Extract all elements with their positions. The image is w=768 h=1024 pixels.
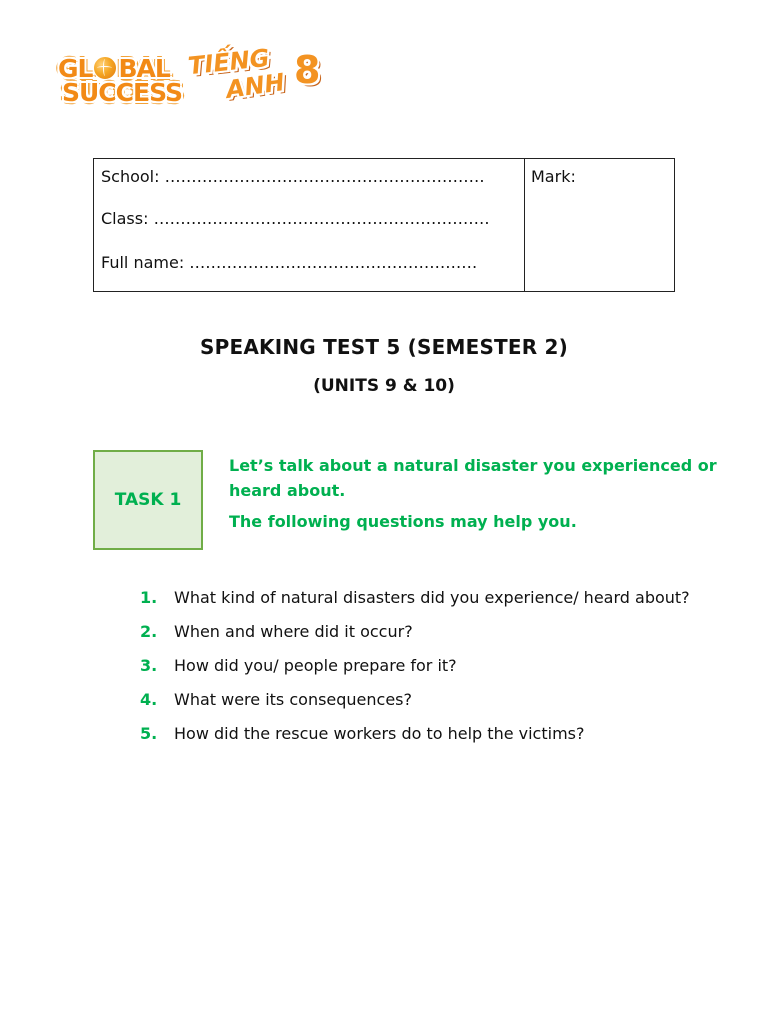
logo-text-anh: ANH	[224, 68, 287, 104]
question-number: 4.	[140, 690, 158, 709]
school-field[interactable]: School: ……………………………………………………	[101, 167, 485, 186]
global-success-logo	[54, 50, 182, 112]
logo-text-bal: BAL	[118, 54, 170, 83]
mark-label: Mark:	[531, 167, 576, 186]
logo-text-success: SUCCESS	[62, 78, 182, 107]
task-box	[93, 450, 203, 550]
mark-cell	[525, 159, 675, 292]
logo-text-gl: GL	[58, 54, 93, 83]
list-item	[140, 588, 740, 622]
student-info-cell	[94, 159, 525, 292]
question-text: How did you/ people prepare for it?	[174, 656, 457, 675]
task-instruction: Let’s talk about a natural disaster you experienced or heard about.	[229, 456, 717, 500]
logo-grade-number: 8	[294, 48, 321, 92]
question-text: What kind of natural disasters did you experience/ heard about?	[174, 588, 690, 607]
student-info-table	[93, 158, 675, 292]
question-number: 5.	[140, 724, 158, 743]
question-number: 1.	[140, 588, 158, 607]
question-number: 2.	[140, 622, 158, 641]
tieng-anh-logo	[186, 43, 336, 110]
list-item	[140, 690, 740, 724]
page-title: SPEAKING TEST 5 (SEMESTER 2)	[200, 335, 568, 359]
question-number: 3.	[140, 656, 158, 675]
page-subtitle: (UNITS 9 & 10)	[313, 376, 455, 396]
list-item	[140, 724, 740, 758]
list-item	[140, 656, 740, 690]
question-text: When and where did it occur?	[174, 622, 413, 641]
question-list	[140, 588, 740, 758]
task-label: TASK 1	[114, 490, 182, 510]
logo-text-tieng: TIẾNG	[186, 43, 271, 81]
task-help-text: The following questions may help you.	[229, 512, 577, 531]
full-name-field[interactable]: Full name: ………………………………………………	[101, 253, 478, 272]
question-text: What were its consequences?	[174, 690, 413, 709]
class-field[interactable]: Class: ………………………………………………………	[101, 209, 490, 228]
globe-icon	[93, 56, 117, 80]
question-text: How did the rescue workers do to help the victims?	[174, 724, 585, 743]
list-item	[140, 622, 740, 656]
